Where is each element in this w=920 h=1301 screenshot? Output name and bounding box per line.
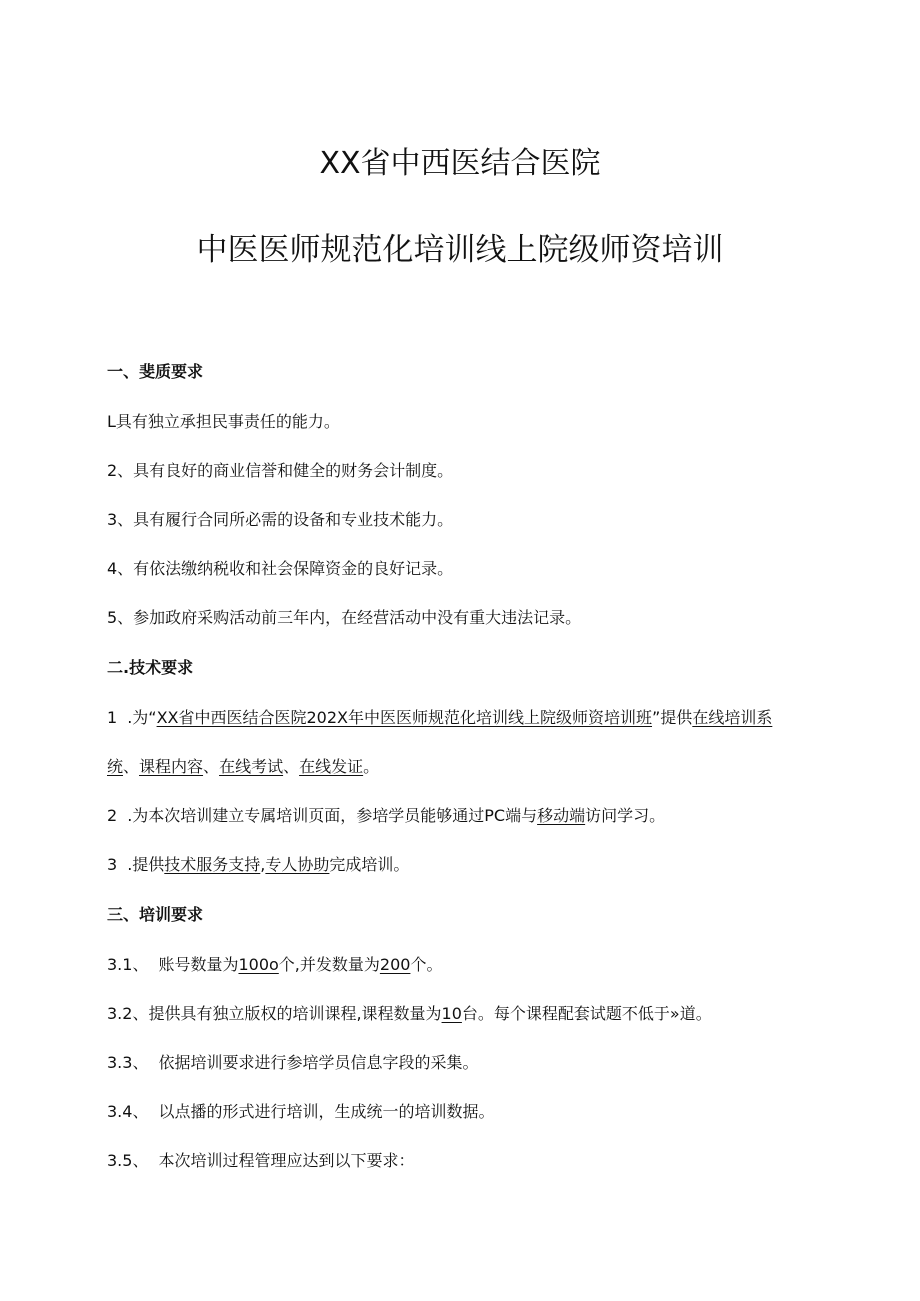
mobile-access: 移动端 [537,806,586,825]
training-item-3-3: 3.3、 依据培训要求进行参培学员信息字段的采集。 [107,1053,479,1072]
item-number: 3.4、 [107,1102,149,1121]
online-training-system: 在线培训系 [692,708,773,727]
training-item-3-5: 3.5、 本次培训过程管理应达到以下要求： [107,1151,415,1170]
section-heading-qualification: 一、斐质要求 [107,362,204,381]
tech-support: 技术服务支持 [164,855,261,874]
technical-item-2: 2 .为本次培训建立专属培训页面，参培学员能够通过PC端与移动端访问学习。 [107,806,666,825]
technical-item-1-cont: 统、课程内容、在线考试、在线发证。 [107,757,380,776]
section-heading-technical: 二.技术要求 [107,658,194,677]
item-number: 3.5、 [107,1151,149,1170]
item-number: 3.1、 [107,955,149,974]
item-number: 3 [107,855,118,874]
course-count: 10 [441,1004,462,1023]
course-content: 课程内容 [139,757,204,776]
qualification-item-3: 3、具有履行合同所必需的设备和专业技术能力。 [107,510,454,529]
item-number: 1 [107,708,118,727]
item-number: 2 [107,806,118,825]
technical-item-3: 3 .提供技术服务支持,专人协助完成培训。 [107,855,410,874]
document-title-hospital: XX省中西医结合医院 [319,146,601,181]
technical-item-1: 1 .为“XX省中西医结合医院202X年中医医师规范化培训线上院级师资培训班”提供在线培训系 [107,708,773,727]
qualification-item-1: L具有独立承担民事责任的能力。 [107,412,340,431]
account-count: 100o [238,955,279,974]
item-number: 3.2、 [107,1004,149,1023]
online-exam: 在线考试 [219,757,284,776]
qualification-item-2: 2、具有良好的商业信誉和健全的财务会计制度。 [107,461,454,480]
training-item-3-4: 3.4、 以点播的形式进行培训，生成统一的培训数据。 [107,1102,495,1121]
item-number: 3.3、 [107,1053,149,1072]
training-item-3-2: 3.2、提供具有独立版权的培训课程,课程数量为10台。每个课程配套试题不低于»道。 [107,1004,712,1023]
qualification-item-4: 4、有依法缴纳税收和社会保障资金的良好记录。 [107,559,454,578]
training-item-3-1: 3.1、 账号数量为100o个,并发数量为200个。 [107,955,443,974]
concurrent-count: 200 [379,955,411,974]
document-title-training: 中医医师规范化培训线上院级师资培训 [196,232,724,268]
section-heading-training: 三、培训要求 [107,905,204,924]
qualification-item-5: 5、参加政府采购活动前三年内，在经营活动中没有重大违法记录。 [107,608,582,627]
online-certificate: 在线发证 [299,757,364,776]
project-name: XX省中西医结合医院202X年中医医师规范化培训线上院级师资培训班 [156,708,653,727]
dedicated-assistance: 专人协助 [265,855,330,874]
